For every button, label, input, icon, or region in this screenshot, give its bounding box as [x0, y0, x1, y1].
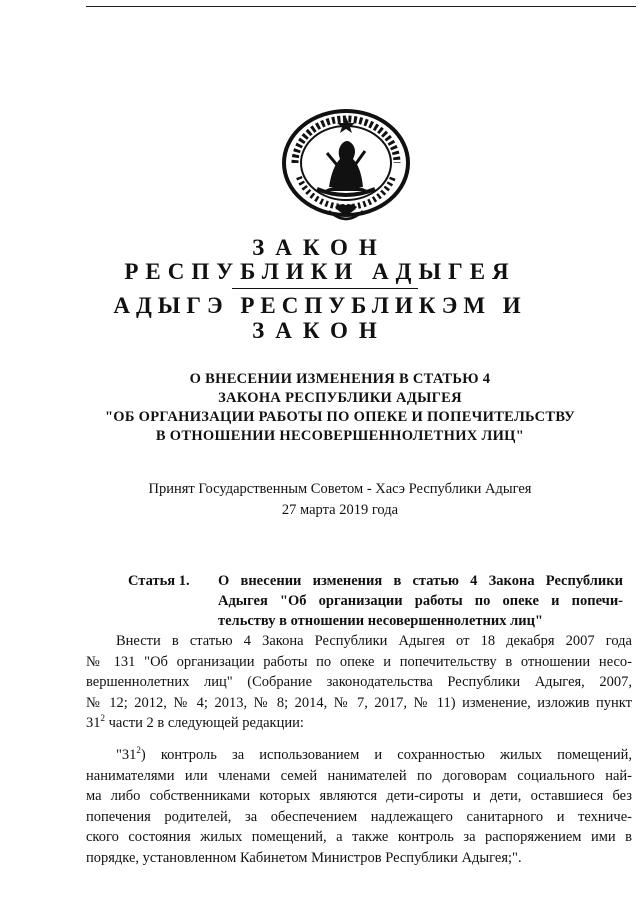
item-number: 31	[86, 715, 101, 731]
adoption-note	[0, 479, 640, 521]
title-republic: РЕСПУБЛИКИ АДЫГЕЯ	[124, 259, 516, 284]
article-heading-line: О внесении изменения в статью 4 Закона Республики	[218, 573, 623, 589]
scan-edge-line	[86, 6, 636, 7]
paragraph-line: попечения родителей, за обеспечением надлежащего санитарного и техниче-	[86, 808, 632, 825]
paragraph-line: вершеннолетних лиц" (Собрание законодательства Республики Адыгея, 2007,	[86, 674, 632, 690]
article-heading-line: тельству в отношении несовершеннолетних лиц"	[218, 613, 543, 629]
coat-of-arms-emblem	[277, 107, 415, 231]
law-subject-line: "ОБ ОРГАНИЗАЦИИ РАБОТЫ ПО ОПЕКЕ И ПОПЕЧИТЕЛЬСТВУ	[104, 409, 576, 425]
paragraph-line-text: части 2 в следующей редакции:	[105, 715, 304, 731]
law-subject-line: В ОТНОШЕНИИ НЕСОВЕРШЕННОЛЕТНИХ ЛИЦ"	[155, 428, 525, 444]
paragraph-line: № 12; 2012, № 4; 2013, № 8; 2014, № 7, 2017, № 11) изменение, изложив пункт	[86, 694, 632, 711]
paragraph-line: нанимателями или членами семей нанимателей по договорам социального най-	[86, 767, 632, 784]
law-subject-line: ЗАКОНА РЕСПУБЛИКИ АДЫГЕЯ	[218, 390, 462, 406]
title-adyghe-law: ЗАКОН	[252, 318, 388, 343]
law-subject-line: О ВНЕСЕНИИ ИЗМЕНЕНИЯ В СТАТЬЮ 4	[189, 371, 491, 387]
adoption-body: Принят Государственным Советом - Хасэ Республики Адыгея	[148, 481, 532, 497]
item-number-superscript: 2	[100, 713, 105, 724]
article-heading	[218, 571, 623, 631]
paragraph-line	[86, 713, 632, 734]
paragraph-line: ского состояния жилых помещений, а также контроль за распоряжением ими в	[86, 829, 632, 845]
paragraph-amendment	[86, 631, 632, 734]
article-heading-line: Адыгея "Об организации работы по опеке и попечи-	[218, 593, 623, 609]
paragraph-line: Внести в статью 4 Закона Республики Адыгея от 18 декабря 2007 года	[116, 633, 632, 649]
title-law: ЗАКОН	[252, 235, 388, 260]
paragraph-line-text: ) контроль за использованием и сохранностью жилых помещений,	[140, 747, 632, 763]
paragraph-line: № 131 "Об организации работы по опеке и попечительству в отношении несо-	[86, 653, 632, 670]
law-subject	[0, 370, 640, 446]
paragraph-new-wording	[86, 745, 632, 868]
title-divider	[232, 288, 418, 289]
title-adyghe-republic: АДЫГЭ РЕСПУБЛИКЭМ И	[113, 293, 527, 318]
paragraph-line: порядке, установленном Кабинетом Министров Республики Адыгея;".	[86, 849, 522, 866]
adoption-date: 27 марта 2019 года	[281, 502, 399, 518]
paragraph-line: ма либо собственниками которых являются дети-сироты и дети, оставшиеся без	[86, 788, 632, 804]
item-number-superscript: 2	[136, 745, 141, 756]
item-number: "31	[116, 747, 137, 763]
article-label: Статья 1.	[128, 573, 190, 589]
paragraph-line	[86, 745, 632, 766]
